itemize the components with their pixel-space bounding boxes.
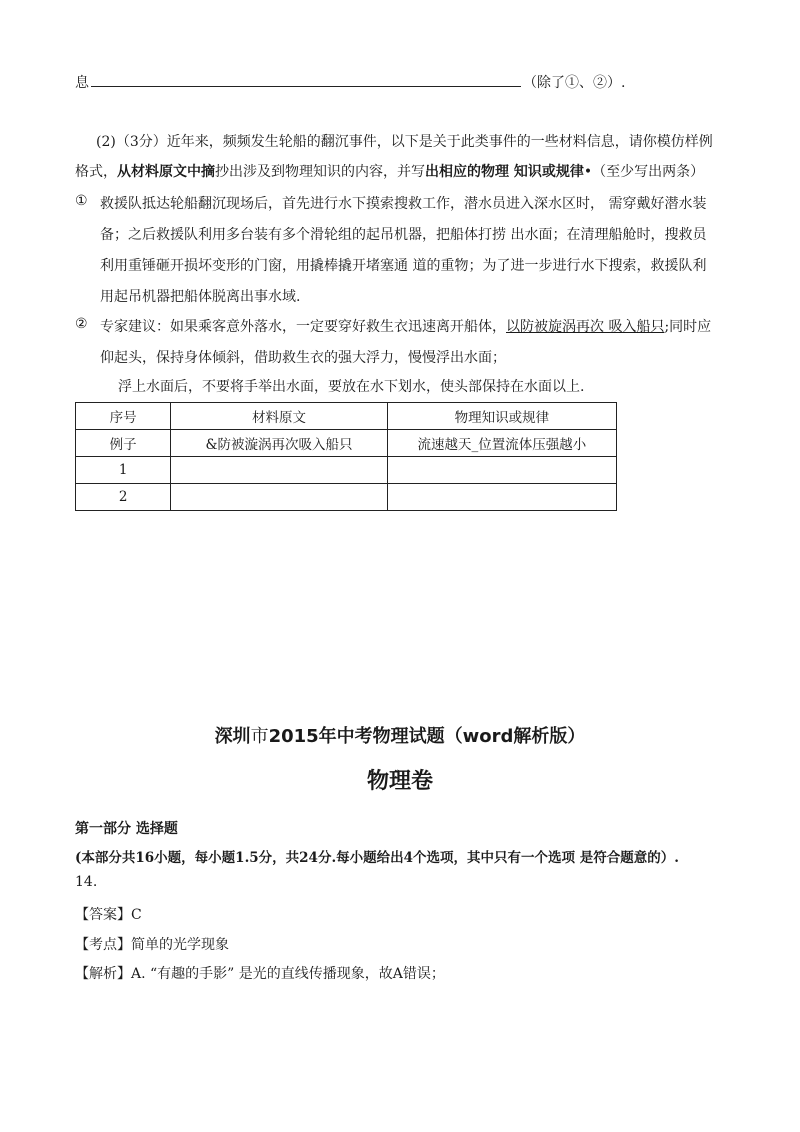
item2-line1 bbox=[100, 316, 711, 336]
answer-line-prefix: 息 bbox=[75, 75, 89, 91]
q2-line2-bold2: 出相应的物理 知识或规律 bbox=[425, 164, 584, 180]
q2-line2-a: 格式， bbox=[75, 164, 117, 180]
item2-line1-a: 专家建议：如果乘客意外落水，一定要穿好救生衣迅速离开船体， bbox=[100, 319, 506, 335]
table-cell: 1 bbox=[76, 457, 171, 484]
q14-number: 14. bbox=[75, 874, 98, 890]
q14-point: 【考点】简单的光学现象 bbox=[75, 937, 229, 953]
table-cell: 2 bbox=[76, 484, 171, 511]
table-header-cell: 材料原文 bbox=[171, 403, 387, 430]
page-subtitle: 物理卷 bbox=[366, 769, 433, 794]
item2-line2: 仰起头，保持身体倾斜，借助救生衣的强大浮力，慢慢浮出水面； bbox=[100, 350, 506, 366]
title-part1: 深圳 bbox=[214, 726, 251, 747]
q14-answer: 【答案】C bbox=[75, 907, 142, 923]
table-header-cell: 序号 bbox=[76, 403, 171, 430]
answer-line-suffix: （除了①、②）. bbox=[523, 75, 626, 91]
item2-line1-b: ;同时应 bbox=[664, 319, 712, 335]
item1-marker: ① bbox=[75, 193, 88, 209]
title-part3: 2015年中考物理试题（word解析版） bbox=[268, 726, 586, 747]
item1-line3: 利用重锤砸开损坏变形的门窗，用撬棒撬开堵塞通 道的重物；为了进一步进行水下搜索，救援队利 bbox=[100, 258, 707, 274]
table-cell bbox=[171, 484, 387, 511]
item1-line1: 救援队抵达轮船翻沉现场后，首先进行水下摸索搜救工作，潜水员进入深水区时， 需穿戴好潜水装 bbox=[100, 196, 707, 212]
item1-line2: 备；之后救援队利用多台装有多个滑轮组的起吊机器，把船体打捞 出水面；在清理船舱时，搜救员 bbox=[100, 227, 707, 243]
q2-line2-c: •（至少写出两条） bbox=[583, 164, 705, 180]
table-cell bbox=[171, 457, 387, 484]
item1-line4: 用起吊机器把船体脱离出事水域. bbox=[100, 289, 301, 305]
table-cell bbox=[387, 484, 616, 511]
section-note: (本部分共16小题，每小题1.5分，共24分.每小题给出4个选项，其中只有一个选项 是符合题意的）. bbox=[75, 850, 679, 866]
answer-line bbox=[75, 72, 625, 92]
q2-line2-b: 抄出涉及到物理知识的内容，并写 bbox=[215, 164, 425, 180]
title-part2: 市 bbox=[250, 726, 269, 747]
q14-analysis: 【解析】A. “有趣的手影” 是光的直线传播现象，故A错误； bbox=[75, 966, 445, 982]
table-row bbox=[76, 484, 617, 511]
page-title bbox=[0, 722, 800, 748]
table-header-cell: 物理知识或规律 bbox=[387, 403, 616, 430]
table-cell bbox=[387, 457, 616, 484]
q2-line2 bbox=[75, 161, 704, 181]
table-row bbox=[76, 430, 617, 457]
table-cell: 流速越天_位置流体压强越小 bbox=[387, 430, 616, 457]
answer-blank bbox=[91, 72, 521, 87]
q2-line1: (2)（3分）近年来，频频发生轮船的翻沉事件，以下是关于此类事件的一些材料信息，请你模仿样例 bbox=[96, 134, 713, 150]
q2-line2-bold1: 从材料原文中摘 bbox=[117, 164, 215, 180]
table-cell: 例子 bbox=[76, 430, 171, 457]
table-header-row bbox=[76, 403, 617, 430]
item2-line3: 浮上水面后，不要将手举出水面，要放在水下划水，使头部保持在水面以上. bbox=[118, 379, 585, 395]
materials-table bbox=[75, 402, 617, 511]
table-row bbox=[76, 457, 617, 484]
item2-marker: ② bbox=[75, 316, 88, 332]
table-cell: &防被漩涡再次吸入船只 bbox=[171, 430, 387, 457]
section-heading: 第一部分 选择题 bbox=[75, 821, 178, 837]
item2-line1-underlined: 以防被旋涡再次 吸入船只 bbox=[506, 319, 665, 335]
